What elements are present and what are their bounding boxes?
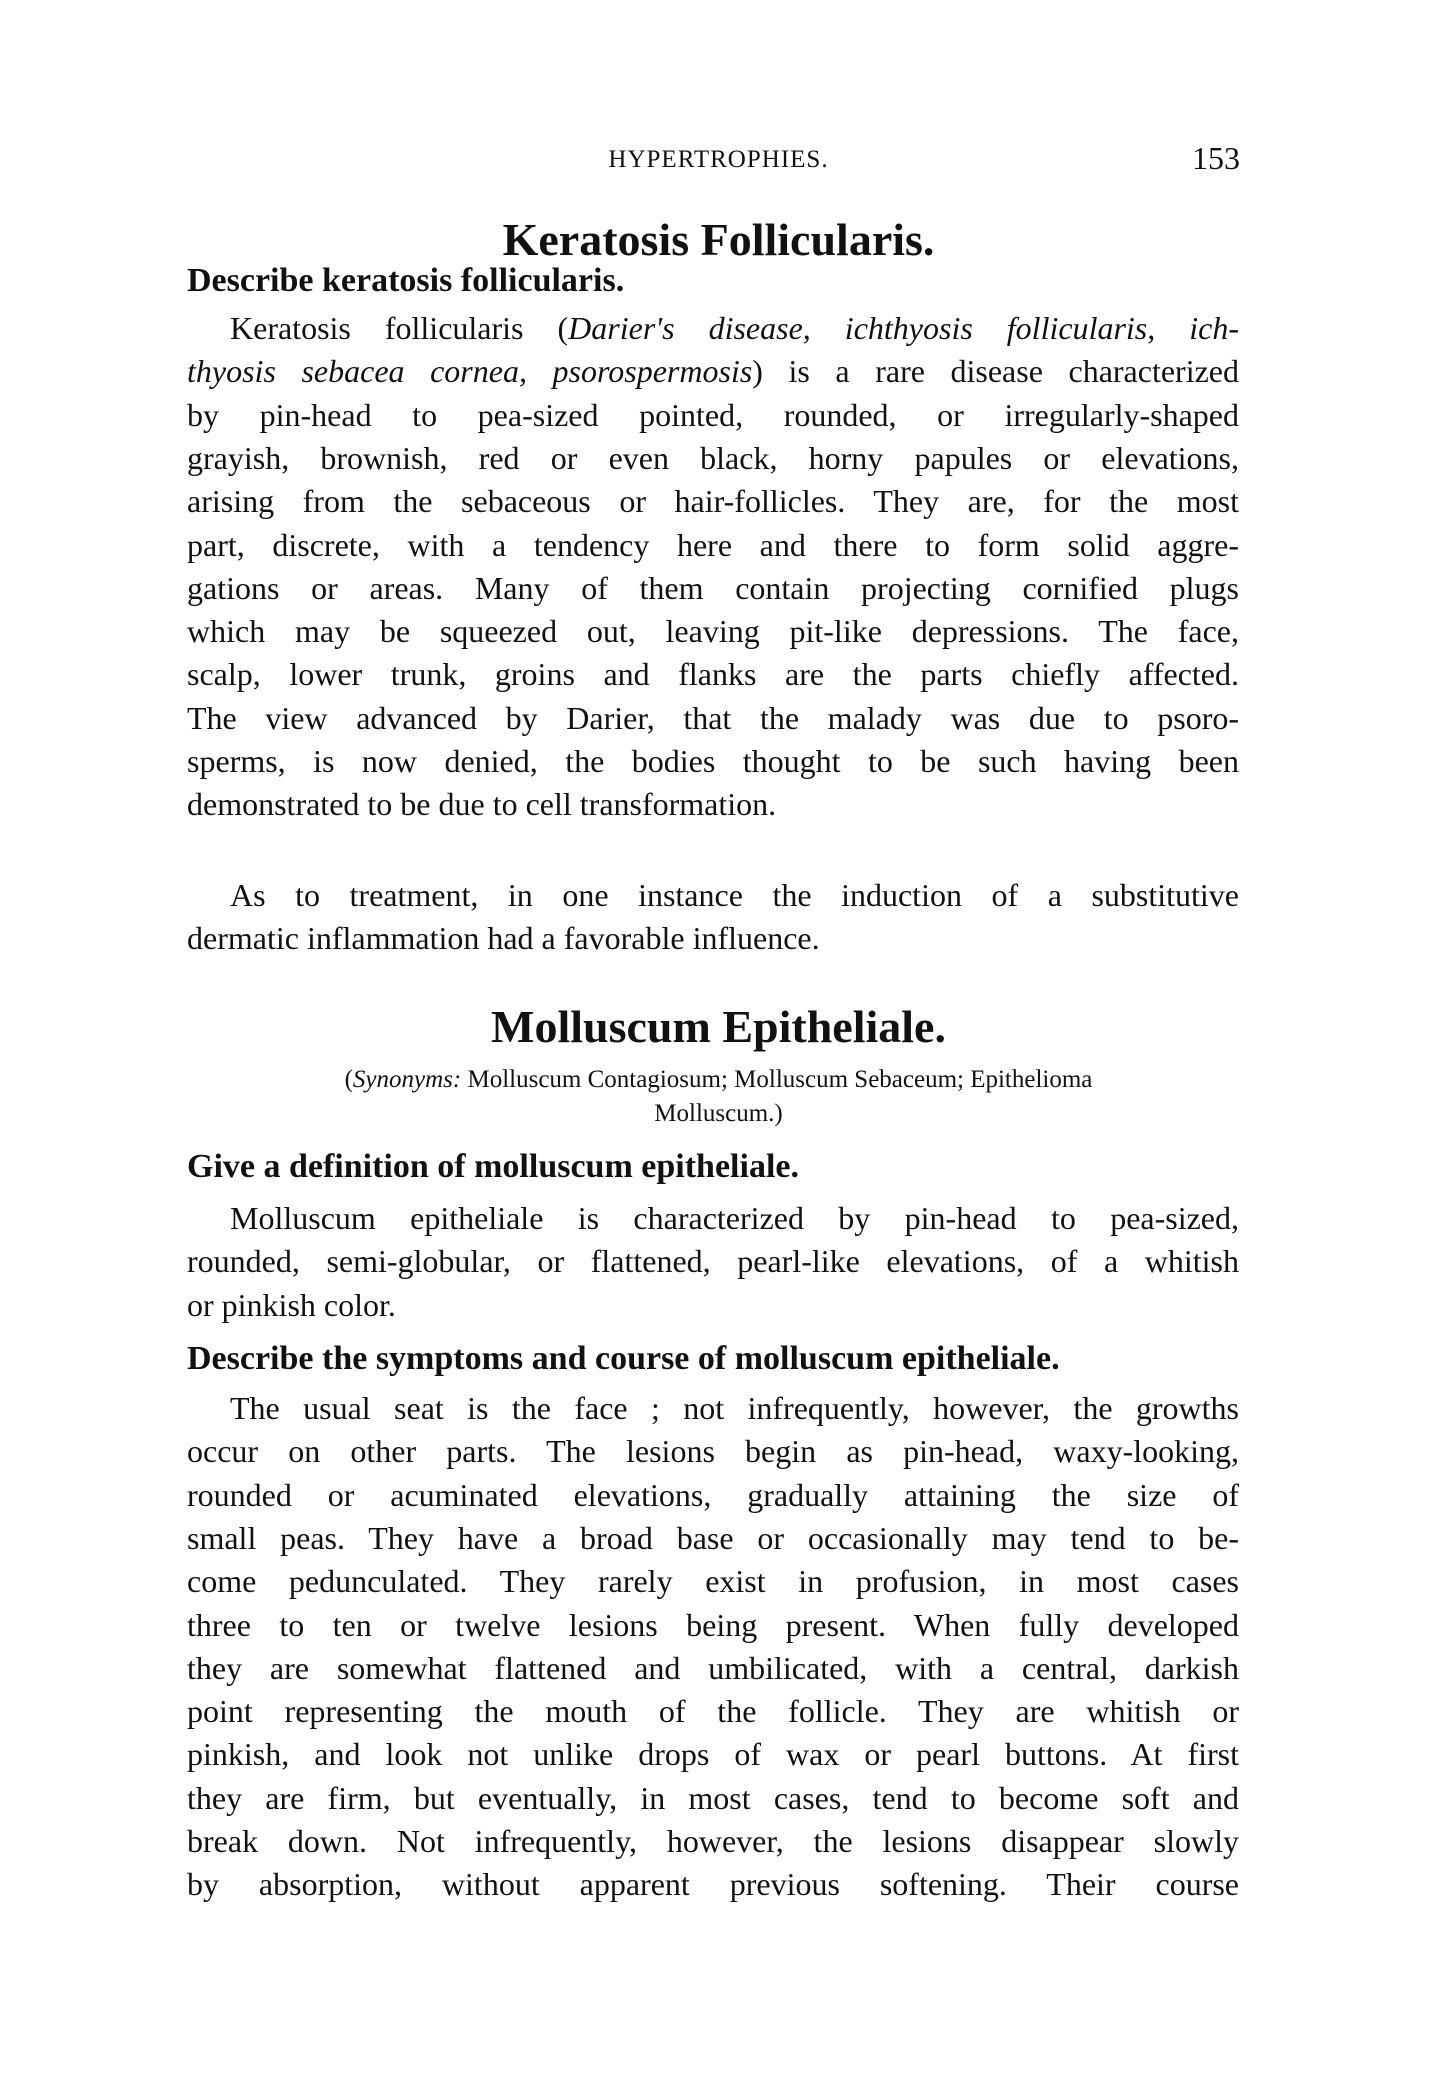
paragraph-line [187, 1518, 1239, 1558]
synonyms-line: (Synonyms: Molluscum Contagiosum; Molluscum Sebaceum; Epithelioma [344, 1066, 1093, 1093]
paragraph-line [187, 395, 1239, 435]
paragraph-line [187, 1431, 1239, 1471]
paragraph-line [187, 1778, 1239, 1818]
text: The usual seat is the face ; not infrequently, however, the growths [230, 1390, 1239, 1426]
italic-text: Darier's disease, ichthyosis follicularis, ich- [568, 310, 1240, 346]
question-heading: Describe the symptoms and course of molluscum epitheliale. [187, 1340, 1060, 1377]
page-number: 153 [1192, 140, 1240, 176]
question-heading: Describe keratosis follicularis. [187, 262, 625, 299]
text: The view advanced by Darier, that the malady was due to psoro- [187, 700, 1239, 736]
paragraph-line [187, 351, 1239, 391]
text: break down. Not infrequently, however, the lesions disappear slowly [187, 1823, 1239, 1859]
text: ) is a rare disease characterized [752, 353, 1240, 389]
text: Molluscum epitheliale is characterized by pin-head to pea-sized, [230, 1200, 1239, 1236]
text: small peas. They have a broad base or occasionally may tend to be- [187, 1520, 1239, 1556]
text: As to treatment, in one instance the induction of a substitutive [230, 877, 1239, 913]
synonyms-text: Molluscum Contagiosum; Molluscum Sebaceum; Epithelioma [461, 1066, 1093, 1093]
text: they are firm, but eventually, in most cases, tend to become soft and [187, 1780, 1239, 1816]
paragraph-line [187, 1605, 1239, 1645]
text: rounded or acuminated elevations, gradually attaining the size of [187, 1477, 1239, 1513]
paragraph-line [187, 918, 1239, 958]
section-title: Keratosis Follicularis. [502, 214, 935, 265]
text: part, discrete, with a tendency here and there to form solid aggre- [187, 527, 1239, 563]
synonyms-label: Synonyms: [352, 1066, 462, 1093]
paragraph-line [230, 1388, 1239, 1428]
paragraph-line [187, 1648, 1239, 1688]
paragraph-line [187, 1734, 1239, 1774]
paragraph-line [230, 308, 1239, 348]
text: by absorption, without apparent previous softening. Their course [187, 1866, 1239, 1902]
text: Keratosis follicularis ( [230, 310, 569, 346]
paragraph-line [187, 784, 1239, 824]
text: occur on other parts. The lesions begin as pin-head, waxy-looking, [187, 1433, 1239, 1469]
paragraph-line [230, 1198, 1239, 1238]
paragraph-line [187, 481, 1239, 521]
paragraph-line [187, 654, 1239, 694]
paragraph-line [187, 741, 1239, 781]
paragraph-line [187, 1864, 1239, 1904]
paragraph-line [187, 1561, 1239, 1601]
paragraph-line [187, 525, 1239, 565]
paragraph-line [187, 1285, 1239, 1325]
text: they are somewhat flattened and umbilicated, with a central, darkish [187, 1650, 1239, 1686]
question-heading: Give a definition of molluscum epitheliale. [187, 1148, 799, 1185]
text: gations or areas. Many of them contain projecting cornified plugs [187, 570, 1239, 606]
running-head: HYPERTROPHIES. [608, 146, 829, 173]
italic-text: thyosis sebacea cornea, psorospermosis [187, 353, 753, 389]
section-title: Molluscum Epitheliale. [491, 1001, 946, 1052]
paragraph-line [187, 1475, 1239, 1515]
text: dermatic inflammation had a favorable influence. [187, 920, 820, 956]
paragraph-line [187, 1241, 1239, 1281]
synonyms-line: Molluscum.) [654, 1100, 783, 1127]
text: or pinkish color. [187, 1287, 396, 1323]
paragraph-line [230, 875, 1239, 915]
text: by pin-head to pea-sized pointed, rounded, or irregularly-shaped [187, 397, 1239, 433]
text: grayish, brownish, red or even black, horny papules or elevations, [187, 440, 1239, 476]
text: demonstrated to be due to cell transformation. [187, 786, 777, 822]
text: which may be squeezed out, leaving pit-like depressions. The face, [187, 613, 1239, 649]
text: three to ten or twelve lesions being present. When fully developed [187, 1607, 1239, 1643]
text: arising from the sebaceous or hair-follicles. They are, for the most [187, 483, 1239, 519]
text: come pedunculated. They rarely exist in profusion, in most cases [187, 1563, 1239, 1599]
paragraph-line [187, 1821, 1239, 1861]
paragraph-line [187, 698, 1239, 738]
paragraph-line [187, 1691, 1239, 1731]
text: pinkish, and look not unlike drops of wax or pearl buttons. At first [187, 1736, 1239, 1772]
text: sperms, is now denied, the bodies thought to be such having been [187, 743, 1239, 779]
text: point representing the mouth of the follicle. They are whitish or [187, 1693, 1239, 1729]
text: rounded, semi-globular, or flattened, pearl-like elevations, of a whitish [187, 1243, 1239, 1279]
paragraph-line [187, 611, 1239, 651]
text: scalp, lower trunk, groins and flanks are the parts chiefly affected. [187, 656, 1239, 692]
paragraph-line [187, 568, 1239, 608]
paragraph-line [187, 438, 1239, 478]
